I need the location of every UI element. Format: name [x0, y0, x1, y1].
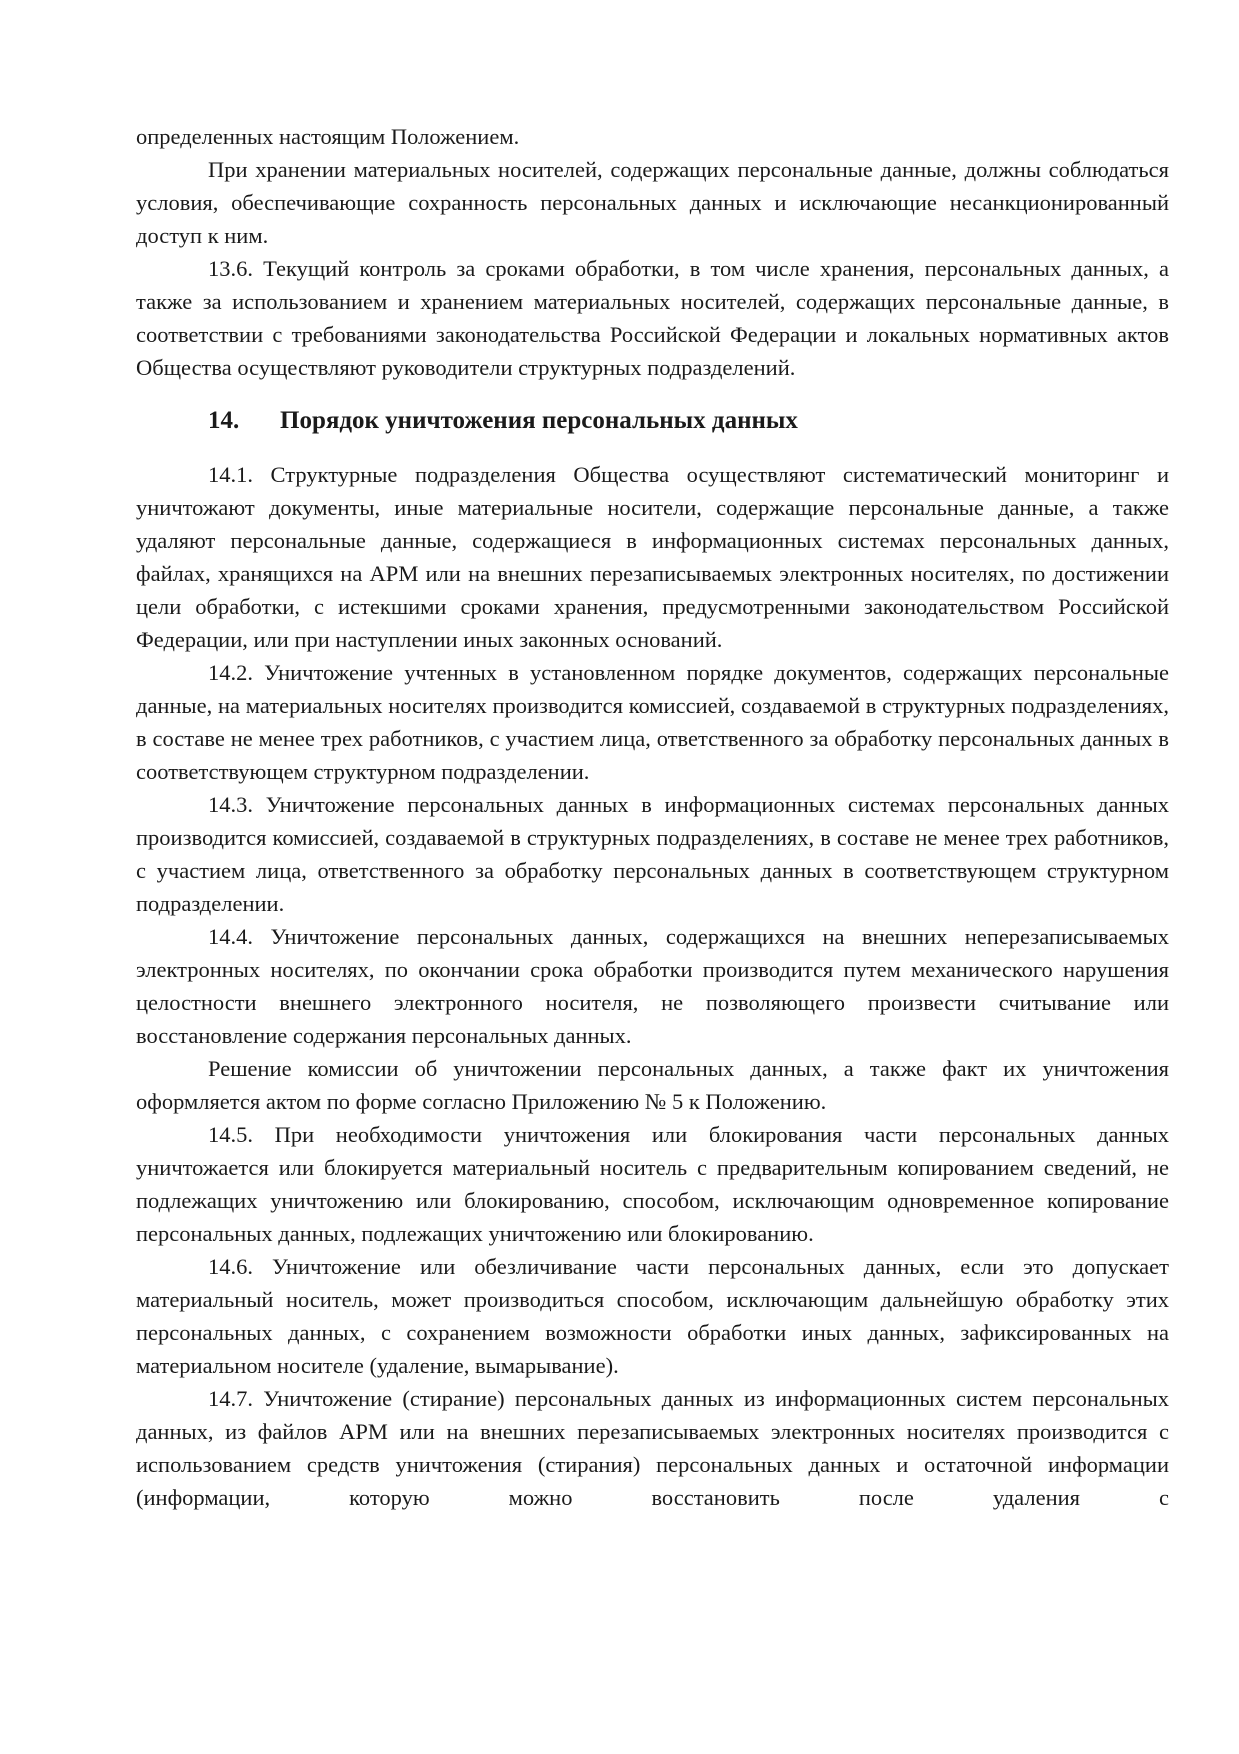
- paragraph: 14.1. Структурные подразделения Общества осуществляют систематический мониторинг и уничтожают документы, иные материальные носители, содержащие персональные данные, а также удаляют персональные данные, содержащиеся в информационных системах персональных данных, файлах, хранящихся на АРМ или на внешних перезаписываемых электронных носителях, по достижении цели обработки, с истекшими сроками хранения, предусмотренными законодательством Российской Федерации, или при наступлении иных законных оснований.: [136, 462, 1169, 652]
- paragraph: 14.3. Уничтожение персональных данных в информационных системах персональных данных производится комиссией, создаваемой в структурных подразделениях, в составе не менее трех работников, с участием лица, ответственного за обработку персональных данных в соответствующем структурном подразделении.: [136, 792, 1169, 916]
- paragraph: При хранении материальных носителей, содержащих персональные данные, должны соблюдаться условия, обеспечивающие сохранность персональных данных и исключающие несанкционированный доступ к ним.: [136, 157, 1169, 248]
- paragraph: 14.2. Уничтожение учтенных в установленном порядке документов, содержащих персональные данные, на материальных носителях производится комиссией, создаваемой в структурных подразделениях, в составе не менее трех работников, с участием лица, ответственного за обработку персональных данных в соответствующем структурном подразделении.: [136, 660, 1169, 784]
- paragraph: 14.5. При необходимости уничтожения или блокирования части персональных данных уничтожается или блокируется материальный носитель с предварительным копированием сведений, не подлежащих уничтожению или блокированию, способом, исключающим одновременное копирование персональных данных, подлежащих уничтожению или блокированию.: [136, 1122, 1169, 1246]
- section-title: Порядок уничтожения персональных данных: [280, 407, 798, 434]
- section-number: 14.: [208, 407, 240, 434]
- document-page: [136, 120, 1169, 1514]
- paragraphs-before-section: [136, 120, 1169, 384]
- paragraph: 14.4. Уничтожение персональных данных, содержащихся на внешних неперезаписываемых электронных носителях, по окончании срока обработки производится путем механического нарушения целостности внешнего электронного носителя, не позволяющего произвести считывание или восстановление содержания персональных данных.: [136, 924, 1169, 1048]
- section-heading: [136, 404, 1169, 438]
- paragraph: 14.7. Уничтожение (стирание) персональных данных из информационных систем персональных данных, из файлов АРМ или на внешних перезаписываемых электронных носителях производится с использованием средств уничтожения (стирания) персональных данных и остаточной информации (информации, которую можно восстановить после удаления с: [136, 1386, 1169, 1510]
- paragraph: 14.6. Уничтожение или обезличивание части персональных данных, если это допускает материальный носитель, может производиться способом, исключающим дальнейшую обработку этих персональных данных, с сохранением возможности обработки иных данных, зафиксированных на материальном носителе (удаление, вымарывание).: [136, 1254, 1169, 1378]
- paragraph: 13.6. Текущий контроль за сроками обработки, в том числе хранения, персональных данных, а также за использованием и хранением материальных носителей, содержащих персональные данные, в соответствии с требованиями законодательства Российской Федерации и локальных нормативных актов Общества осуществляют руководители структурных подразделений.: [136, 256, 1169, 380]
- paragraphs-after-section: [136, 458, 1169, 1514]
- paragraph: Решение комиссии об уничтожении персональных данных, а также факт их уничтожения оформляется актом по форме согласно Приложению № 5 к Положению.: [136, 1056, 1169, 1114]
- paragraph: определенных настоящим Положением.: [136, 124, 520, 149]
